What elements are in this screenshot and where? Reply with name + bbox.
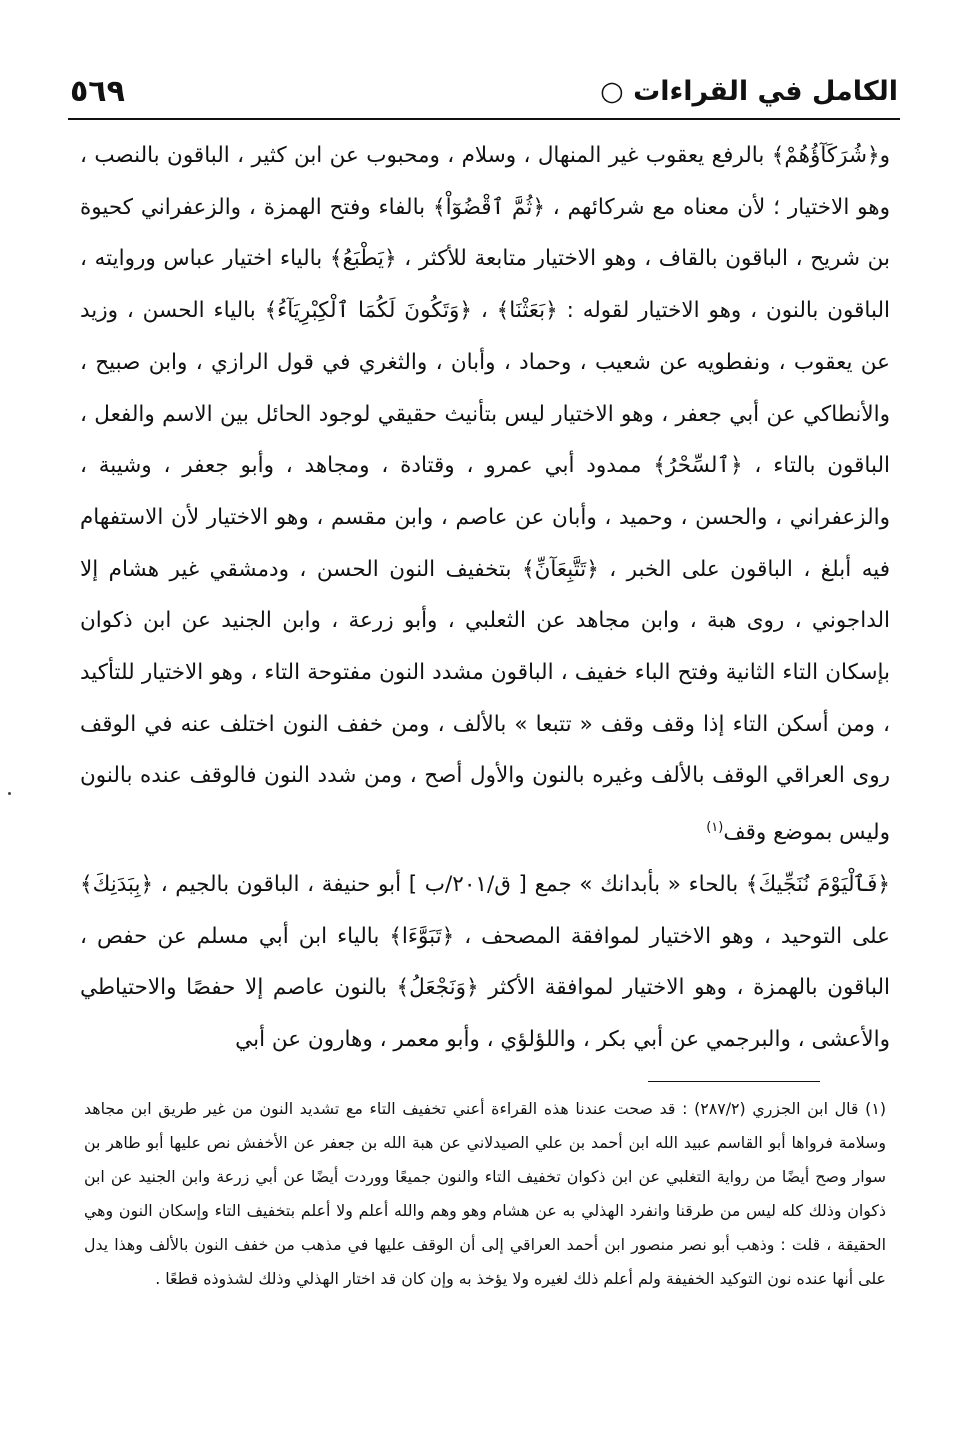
- paragraph-1-text: و﴿شُرَكَآؤُهُمْ﴾ بالرفع يعقوب غير المنهال ، وسلام ، ومحبوب عن ابن كثير ، الباقون بالنصب ، وهو الاختيار ؛ لأن معناه مع شركائهم ، ﴿ثُمَّ ٱقْضُوٓاْ﴾ بالفاء وفتح الهمزة ، والزعفراني كحيوة بن شريح ، الباقون بالقاف ، وهو الاختيار متابعة للأكثر ، ﴿يَطْبَعُ﴾ بالياء اختيار عباس وروايته ، الباقون بالنون ، وهو الاختيار لقوله : ﴿بَعَثْنَا﴾ ، ﴿وَتَكُونَ لَكُمَا ٱلْكِبْرِيَآءُ﴾ بالياء الحسن ، وزيد عن يعقوب ، ونفطويه عن شعيب ، وحماد ، وأبان ، والثغري في قول الرازي ، وابن صبيح ، والأنطاكي عن أبي جعفر ، وهو الاختيار ليس بتأنيث حقيقي لوجود الحائل بين الاسم والفعل ، الباقون بالتاء ، ﴿ٱلسِّحْرُ﴾ ممدود أبي عمرو ، وقتادة ، ومجاهد ، وأبو جعفر ، وشيبة ، والزعفراني ، والحسن ، وحميد ، وأبان عن عاصم ، وابن مقسم ، وهو الاختيار لأن الاستفهام فيه أبلغ ، الباقون على الخبر ، ﴿تَتَّبِعَآنِّ﴾ بتخفيف النون الحسن ، ودمشقي غير هشام إلا الداجوني ، روى هبة ، وابن مجاهد عن الثعلبي ، وأبو زرعة ، وابن الجنيد عن ابن ذكوان بإسكان التاء الثانية وفتح الباء خفيف ، الباقون مشدد النون مفتوحة التاء ، وهو الاختيار للتأكيد ، ومن أسكن التاء إذا وقف وقف « تتبعا » بالألف ، ومن خفف النون اختلف عنه في الوقف روى العراقي الوقف بالألف وغيره بالنون والأول أصح ، ومن شدد النون فالوقف عنده بالنون وليس بموضع وقف: [80, 143, 890, 846]
- paragraph-2: [80, 859, 890, 1066]
- page-header: [70, 68, 898, 114]
- running-title: الكامل في القراءات ○: [600, 75, 898, 107]
- footnote-reference: (١): [706, 820, 724, 836]
- footnote-separator: [648, 1081, 820, 1082]
- header-rule: [68, 118, 900, 120]
- margin-speck: [8, 792, 11, 795]
- paragraph-1: [80, 130, 890, 859]
- footnote-1: (١) قال ابن الجزري (٢٨٧/٢) : قد صحت عندنا هذه القراءة أعني تخفيف التاء مع تشديد النون من غير طريق ابن مجاهد وسلامة فرواها أبو القاسم عبيد الله ابن أحمد بن علي الصيدلاني عن هبة الله بن جعفر عن الأخفش نص عليها أبو طاهر بن سوار وصح أيضًا من رواية التغلبي عن ابن ذكوان تخفيف التاء والنون جميعًا ووردت أيضًا عن أبي زرعة وابن الجنيد عن ابن ذكوان وذلك كله ليس من طرقنا وانفرد الهذلي به عن هشام وهو وهم والله أعلم ولا أعلم بتخفيف التاء وإسكان النون وهي الحقيقة ، قلت : وذهب أبو نصر منصور ابن أحمد العراقي إلى أن الوقف عليها في مذهب من خفف النون بالألف وهذا يدل على أنها عنده نون التوكيد الخفيفة ولم أعلم ذلك لغيره ولا يؤخذ به وإن كان قد اختار الهذلي وذلك لشذوذه قطعًا .: [84, 1099, 886, 1288]
- paragraph-2-text: ﴿فَٱلْيَوْمَ نُنَجِّيكَ﴾ بالحاء « بأبدانك » جمع [ ق/٢٠١/ب ] أبو حنيفة ، الباقون بالجيم ، ﴿بِبَدَنِكَ﴾ على التوحيد ، وهو الاختيار لموافقة المصحف ، ﴿تَبَوَّءَا﴾ بالياء ابن أبي مسلم عن حفص ، الباقون بالهمزة ، وهو الاختيار لموافقة الأكثر ﴿وَنَجْعَلُ﴾ بالنون عاصم إلا حفصًا والاحتياطي والأعشى ، والبرجمي عن أبي بكر ، واللؤلؤي ، وأبو معمر ، وهارون عن أبي: [80, 872, 890, 1053]
- main-text: [80, 130, 890, 1066]
- page-number: ٥٦٩: [70, 73, 125, 109]
- footnotes: [84, 1092, 886, 1296]
